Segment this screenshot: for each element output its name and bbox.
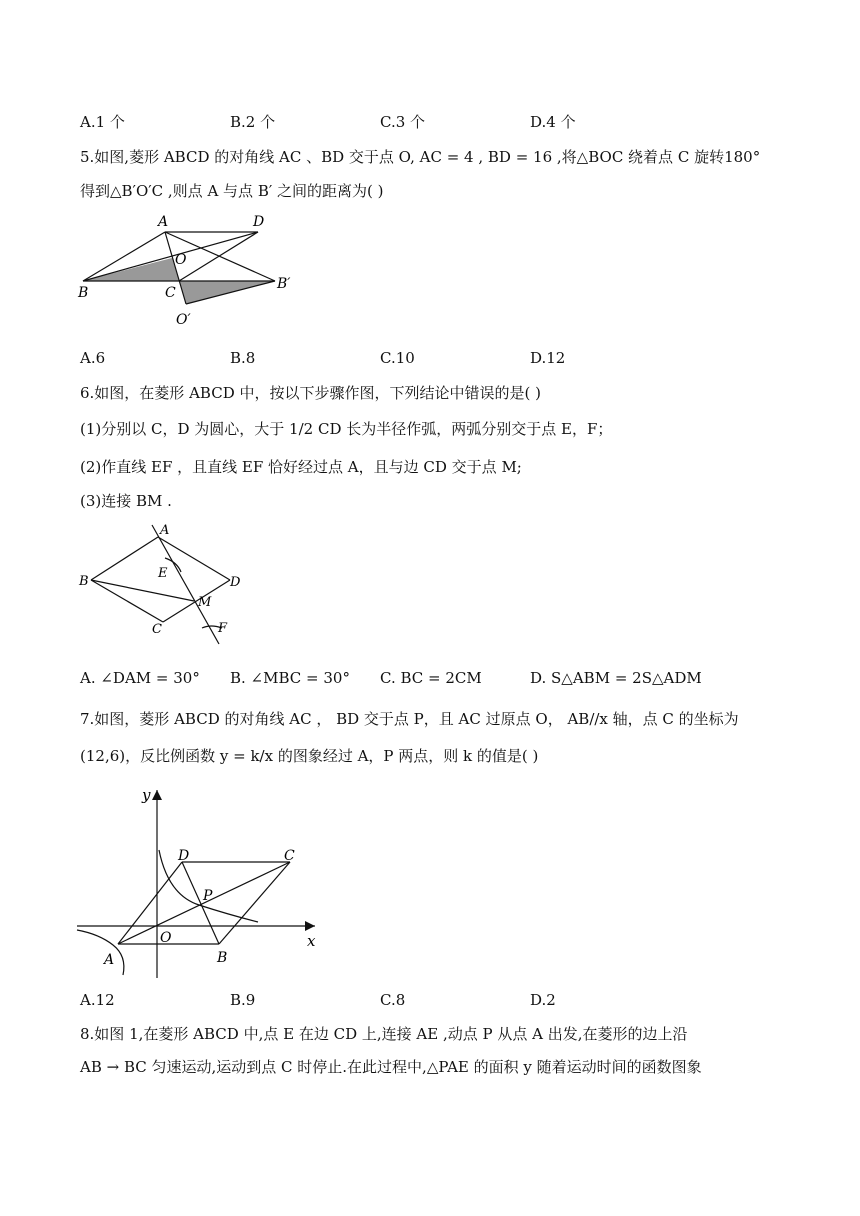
q7-label-d: D: [178, 848, 190, 864]
q7-option-b: B.9: [230, 991, 256, 1009]
q6-figure: [70, 520, 260, 655]
q5-label-c: C: [165, 285, 176, 301]
q7-label-b: B: [217, 950, 228, 966]
q6-option-a: A. ∠DAM = 30°: [80, 669, 200, 687]
q8-stem-line-1: 8.如图 1,在菱形 ABCD 中,点 E 在边 CD 上,连接 AE ,动点 P 从点 A 出发,在菱形的边上沿: [80, 1025, 688, 1043]
q4-option-a: A.1 个: [80, 113, 125, 131]
q4-option-c: C.3 个: [380, 113, 426, 131]
q7-label-p: P: [203, 888, 213, 904]
q4-option-d: D.4 个: [530, 113, 576, 131]
q5-option-b: B.8: [230, 349, 256, 367]
q6-label-e: E: [158, 566, 168, 581]
q6-option-b: B. ∠MBC = 30°: [230, 669, 350, 687]
q5-label-d: D: [253, 214, 265, 230]
q7-y-arrow-icon: [152, 790, 162, 800]
q7-option-a: A.12: [80, 991, 115, 1009]
q5-label-b-prime: B′: [277, 276, 291, 292]
q7-label-o: O: [160, 930, 172, 946]
q5-option-a: A.6: [80, 349, 106, 367]
q7-label-c: C: [284, 848, 295, 864]
q7-stem-line-2: (12,6)，反比例函数 y = k/x 的图象经过 A，P 两点，则 k 的值是( ): [80, 747, 539, 765]
q6-label-d: D: [230, 575, 241, 590]
q5-option-d: D.12: [530, 349, 566, 367]
q6-step-1: (1)分别以 C，D 为圆心，大于 1/2 CD 长为半径作弧，两弧分别交于点 E，F；: [80, 420, 613, 438]
q4-options: [80, 112, 780, 132]
q7-stem-line-1: 7.如图，菱形 ABCD 的对角线 AC ， BD 交于点 P，且 AC 过原点 O， AB//x 轴，点 C 的坐标为: [80, 710, 739, 728]
q7-label-a: A: [104, 952, 115, 968]
q7-option-c: C.8: [380, 991, 406, 1009]
q6-option-c: C. BC = 2CM: [380, 669, 482, 687]
q5-option-c: C.10: [380, 349, 415, 367]
q5-figure: [70, 210, 310, 335]
q6-step-2: (2)作直线 EF ，且直线 EF 恰好经过点 A，且与边 CD 交于点 M;: [80, 458, 522, 476]
q6-label-m: M: [198, 595, 212, 610]
q6-step-3: (3)连接 BM .: [80, 492, 172, 510]
q5-label-b: B: [78, 285, 89, 301]
q8-stem-line-2: AB → BC 匀速运动,运动到点 C 时停止.在此过程中,△PAE 的面积 y 随着运动时间的函数图象: [80, 1058, 702, 1076]
q5-label-o-prime: O′: [176, 312, 191, 328]
q6-options: [80, 668, 780, 688]
q6-label-f: F: [218, 621, 228, 636]
q7-figure: [75, 780, 335, 980]
q7-x-arrow-icon: [305, 921, 315, 931]
q7-option-d: D.2: [530, 991, 556, 1009]
q6-label-b: B: [79, 574, 89, 589]
q6-stem-line-1: 6.如图，在菱形 ABCD 中，按以下步骤作图，下列结论中错误的是( ): [80, 384, 541, 402]
q6-label-a: A: [160, 523, 170, 538]
q5-label-a: A: [158, 214, 169, 230]
q4-option-b: B.2 个: [230, 113, 276, 131]
q7-label-x: x: [307, 932, 316, 950]
q6-label-c: C: [152, 622, 162, 637]
q5-options: [80, 348, 780, 368]
q6-option-d: D. S△ABM = 2S△ADM: [530, 669, 702, 687]
q5-stem-line-2: 得到△B′O′C ,则点 A 与点 B′ 之间的距离为( ): [80, 182, 384, 200]
q7-options: [80, 990, 780, 1010]
q5-stem-line-1: 5.如图,菱形 ABCD 的对角线 AC 、BD 交于点 O, AC = 4 , BD = 16 ,将△BOC 绕着点 C 旋转180°: [80, 148, 761, 166]
q5-label-o: O: [175, 252, 187, 268]
q7-label-y: y: [142, 786, 151, 804]
